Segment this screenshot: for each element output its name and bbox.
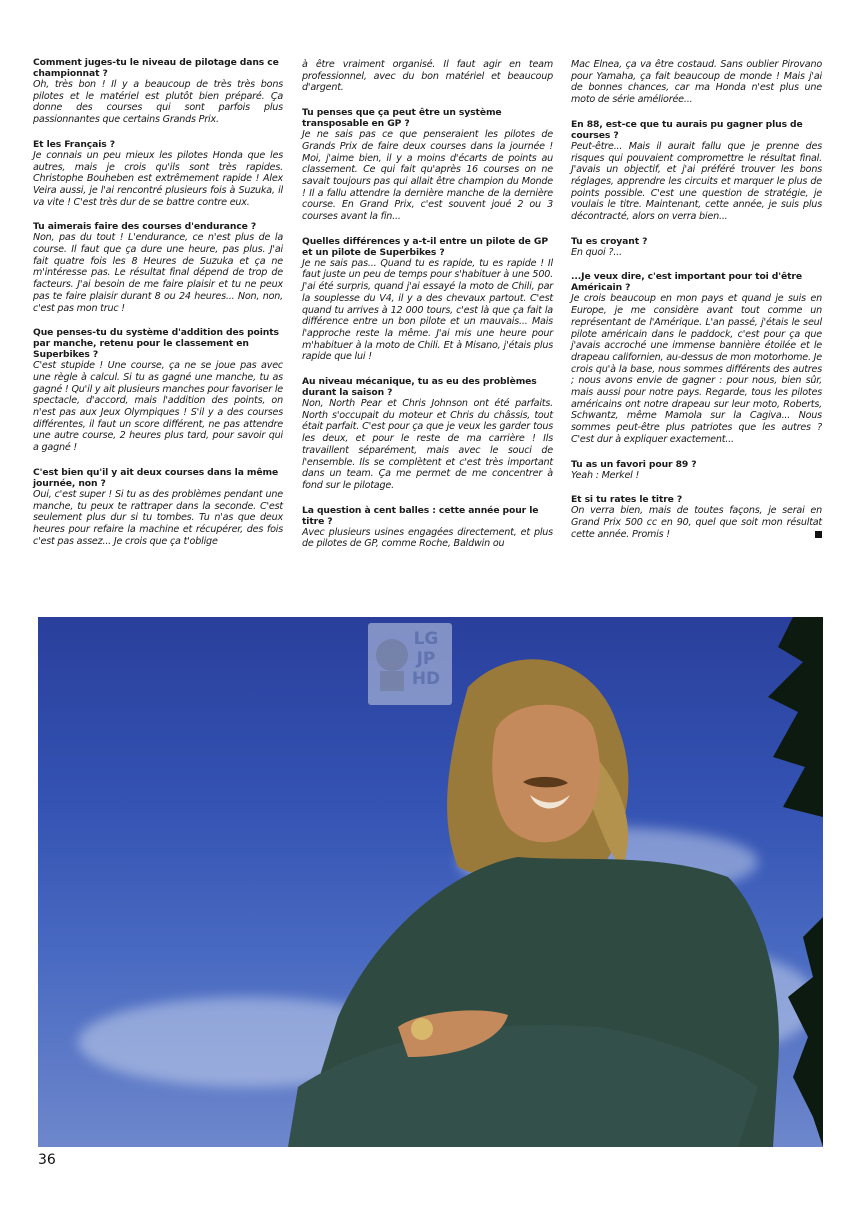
- answer: En quoi ?...: [571, 246, 622, 258]
- qa-block: [571, 236, 822, 259]
- text-column-2: [302, 59, 553, 563]
- qa-block: [571, 459, 822, 482]
- answer: C'est stupide ! Une course, ça ne se joue pas avec une règle à calcul. Si tu as gagné une manche, tu as gagné ! Qu'il y ait plusieurs manches pour favoriser le spectacle, d'accord, mais l'addition des points, on n'est pas aux Jeux Olympiques ! S'il y a des courses différentes, il faut un score différent, ne pas attendre une autre course, 2 heures plus tard, pour savoir qui a gagné !: [33, 360, 283, 454]
- answer: Je ne sais pas... Quand tu es rapide, tu es rapide ! Il faut juste un peu de temps pour s'habituer à une 500. J'ai été surpris, quand j'ai essayé la moto de Chili, par la souplesse du V4, il y a des chevaux partout. C'est quand tu arrives à 12 000 tours, c'est là que ça fait la différence entre un bon pilote et un mauvais... Mais l'approche reste la même. J'ai mis une heure pour m'habituer à la moto de Chili. Et à Misano, j'étais plus rapide que lui !: [302, 257, 553, 363]
- qa-block: [571, 494, 822, 540]
- page-number: 36: [38, 1152, 56, 1168]
- answer: Non, pas du tout ! L'endurance, ce n'est plus de la course. Il faut que ça dure une heure, pas plus. J'ai fait quatre fois les 8 Heures de Suzuka et ça ne m'intéresse pas. Le résultat final dépend de trop de facteurs. J'ai besoin de me faire plaisir et tu ne peux pas te faire plaisir durant 8 ou 24 heures... Non, non, c'est pas mon truc !: [33, 232, 283, 314]
- qa-block: [302, 236, 553, 363]
- answer: Avec plusieurs usines engagées directement, et plus de pilotes de GP, comme Roche, Baldwin ou: [302, 526, 553, 550]
- qa-block: [571, 119, 822, 223]
- portrait-photo: [38, 617, 823, 1147]
- answer: Peut-être... Mais il aurait fallu que je prenne des risques qui pouvaient compromettre le résultat final. J'avais un objectif, et j'ai préféré trouver les bons réglages, apprendre les circuits et marquer le plus de points possible. C'est une question de stratégie, je voulais le titre. Maintenant, cette année, je suis plus décontracté, alors on verra bien...: [571, 140, 822, 223]
- qa-block: [33, 139, 283, 209]
- question: Comment juges-tu le niveau de pilotage dans ce championnat ?: [33, 57, 279, 79]
- answer: Yeah : Merkel !: [571, 469, 640, 481]
- answer: [571, 505, 822, 540]
- watermark-line: HD: [411, 669, 441, 689]
- watermark-line: LG: [413, 629, 439, 649]
- qa-block: [571, 59, 822, 106]
- answer-text: On verra bien, mais de toutes façons, je serai en Grand Prix 500 cc en 90, quel que soit mon résultat cette année. Promis !: [571, 505, 822, 540]
- question: En 88, est-ce que tu aurais pu gagner plus de courses ?: [571, 118, 803, 141]
- text-column-3: [571, 59, 822, 553]
- question: Tu es croyant ?: [571, 235, 648, 247]
- answer: Je connais un peu mieux les pilotes Honda que les autres, mais je crois qu'ils sont très rapides. Christophe Bouheben est extrêmement rapide ! Alex Veira aussi, je l'ai rencontré plusieurs fois à Suzuka, il va vite ! C'est très dur de se battre contre eux.: [33, 149, 283, 208]
- qa-block: [571, 271, 822, 445]
- watermark-line: JP: [416, 649, 436, 669]
- question: Et les Français ?: [33, 138, 115, 150]
- question: Et si tu rates le titre ?: [571, 494, 683, 506]
- question: Tu penses que ça peut être un système transposable en GP ?: [302, 107, 502, 130]
- qa-block: [33, 327, 283, 454]
- qa-block: [302, 505, 553, 550]
- qa-block: [302, 107, 553, 223]
- qa-block: [33, 467, 283, 548]
- end-of-article-mark: [815, 531, 822, 538]
- question: Que penses-tu du système d'addition des points par manche, retenu pour le classement en Superbikes ?: [33, 327, 279, 361]
- qa-block: [33, 221, 283, 314]
- question: Tu as un favori pour 89 ?: [571, 458, 697, 470]
- answer: Oh, très bon ! Il y a beaucoup de très très bons pilotes et le matériel est plutôt bien préparé. Ça donne des courses qui sont parfois plus passionnantes que certains Grands Prix.: [33, 79, 283, 126]
- answer: Je ne sais pas ce que penseraient les pilotes de Grands Prix de faire deux courses dans la journée ! Moi, j'aime bien, il y a moins d'écarts de points au classement. Ce qui fait qu'après 16 courses on ne savait toujours pas qui allait être champion du Monde ! Il a fallu attendre la dernière manche de la dernière course. En Grand Prix, c'est souvent joué 2 ou 3 courses avant la fin...: [302, 129, 553, 223]
- question: La question à cent balles : cette année pour le titre ?: [302, 504, 539, 527]
- question: Au niveau mécanique, tu as eu des problèmes durant la saison ?: [302, 376, 537, 399]
- question: Tu aimerais faire des courses d'endurance ?: [33, 221, 257, 233]
- question: C'est bien qu'il y ait deux courses dans la même journée, non ?: [33, 466, 279, 489]
- qa-block: [33, 57, 283, 126]
- qa-block: [302, 376, 553, 492]
- answer: Non, North Pear et Chris Johnson ont été parfaits. North s'occupait du moteur et Chris du châssis, tout était parfait. C'est pour ça que je veux les garder tous les deux, et pour le reste de ma carrière ! Ils travaillent séparément, mais avec le souci de l'ensemble. Ils se complètent et c'est très important dans un team. Ça me permet de me concentrer à fond sur le pilotage.: [302, 398, 553, 491]
- answer-continued: à être vraiment organisé. Il faut agir en team professionnel, avec du bon matériel et beaucoup d'argent.: [302, 59, 553, 94]
- question: Quelles différences y a-t-il entre un pilote de GP et un pilote de Superbikes ?: [302, 235, 548, 258]
- answer: Oui, c'est super ! Si tu as des problèmes pendant une manche, tu peux te rattraper dans la seconde. C'est seulement plus dur si tu tombes. Tu n'as que deux heures pour refaire la machine et récupérer, des fois c'est pas assez... Je crois que ça t'oblige: [33, 488, 283, 547]
- answer: Je crois beaucoup en mon pays et quand je suis en Europe, je me considère avant tout comme un représentant de l'Amérique. L'an passé, j'étais le seul pilote américain dans le paddock, c'est pour ça que j'avais accroché une immense bannière étoilée et le drapeau californien, au-dessus de mon motorhome. Je crois qu'à la base, nous sommes différents des autres ; nous avons envie de gagner : pour nous, bien sûr, mais aussi pour notre pays. Regarde, tous les pilotes américains ont notre drapeau sur leur moto, Roberts, Schwantz, même Mamola sur la Cagiva... Nous sommes peut-être plus patriotes que les autres ? C'est dur à expliquer exactement...: [571, 293, 822, 445]
- text-column-1: [33, 57, 283, 560]
- watermark-logo: [368, 623, 452, 705]
- qa-block: [302, 59, 553, 94]
- answer-continued: Mac Elnea, ça va être costaud. Sans oublier Pirovano pour Yamaha, ça fait beaucoup de monde ! Mais j'ai de bonnes chances, car ma Honda n'est plus une moto de série améliorée...: [571, 59, 822, 106]
- watermark-text: [404, 629, 448, 689]
- question: ...Je veux dire, c'est important pour toi d'être Américain ?: [571, 271, 802, 294]
